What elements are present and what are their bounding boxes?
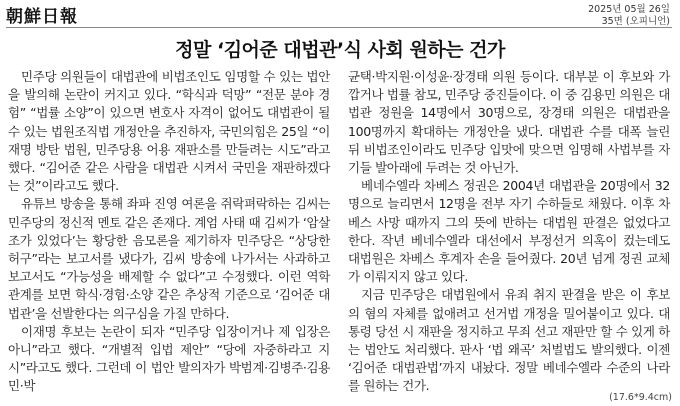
paragraph-5: 지금 민주당은 대법원에서 유죄 취지 판결을 받은 이 후보의 혐의 자체를 없애려고 선거법 개정을 밀어붙이고 있다. 대통령 당선 시 재판을 정지하고 무죄 선고 재판만 할 수 있게 하는 법안도 처리했다. 판사 ‘법 왜곡’ 처벌법도 발의했다. 이젠 ‘김어준 대법관법’까지 내놨다. 정말 베네수엘라 수준의 나라를 원하는 건가. (348, 287, 670, 394)
newspaper-masthead: 朝鮮日報 (6, 7, 78, 27)
paragraph-2: 유튜브 방송을 통해 좌파 진영 여론을 쥐락펴락하는 김씨는 민주당의 정신적 멘토 같은 존재다. 계엄 사태 때 김씨가 ‘암살조가 있었다’는 황당한 음모론을 제기하자 민주당은 “상당한 허구”라는 보고서를 냈다가, 김씨 방송에 나가서는 사과하고 보고서도 “가능성을 배제할 수 없다”고 수정했다. 이런 역학 관계를 보면 학식·경험·소양 같은 추상적 기준으로 ‘김어준 대법관’을 선발한다는 의구심을 가질 만하다. (8, 196, 330, 321)
article-column-right (348, 68, 670, 396)
paragraph-3: 이재명 후보는 논란이 되자 “민주당 입장이거나 제 입장은 아니”라고 했다. “개별적 입법 제안” “당에 자중하라고 지시”라고도 했다. 그런데 이 법안 발의자가 박범계·김병주·김용민·박 (8, 323, 330, 394)
page-section: 35면 (오피니언) (601, 16, 670, 27)
paragraph-1: 민주당 의원들이 대법관에 비법조인도 임명할 수 있는 법안을 발의해 논란이 커지고 있다. “학식과 덕망” “전문 분야 경험” “법률 소양”이 있으면 변호사 자격이 없어도 대법관이 될 수 있는 법원조직법 개정안을 추진하자, 국민의힘은 25일 “이재명 방탄 법원, 민주당용 어용 재판소를 만들려는 시도”라고 했다. “김어준 같은 사람을 대법관 시켜서 국민을 재판하겠다는 것”이라고도 했다. (8, 69, 330, 194)
article-headline: 정말 ‘김어준 대법관’식 사회 원하는 건가 (175, 39, 505, 61)
issue-date: 2025년 05월 26일 (588, 4, 670, 15)
paragraph-4: 베네수엘라 차베스 정권은 2004년 대법관을 20명에서 32명으로 늘리면서 12명을 전부 자기 수하들로 채웠다. 이후 차베스 사망 때까지 그의 뜻에 반하는 대법원 판결은 없었다고 한다. 작년 베네수엘라 대선에서 부정선거 의혹이 컸는데도 대법원은 차베스 후계자 손을 들어줬다. 20년 넘게 정권 교체가 이뤄지지 않고 있다. (348, 178, 670, 285)
paragraph-3-continued: 균택·박지원·이성윤·장경태 의원 등이다. 대부분 이 후보와 가깝거나 법률 참모, 민주당 중진들이다. 이 중 김용민 의원은 대법관 정원을 14명에서 30명으로, 장경태 의원은 대법관을 100명까지 확대하는 개정안을 냈다. 대법관 수를 대폭 늘린 뒤 비법조인이라도 민주당 입맛에 맞으면 임명해 사법부를 자기들 발아래에 두려는 것 아닌가. (348, 69, 670, 176)
issue-info (588, 4, 670, 28)
clipping-size: (17.6*9.4cm) (609, 392, 672, 403)
header-divider (6, 27, 672, 28)
article-column-left (8, 68, 330, 396)
